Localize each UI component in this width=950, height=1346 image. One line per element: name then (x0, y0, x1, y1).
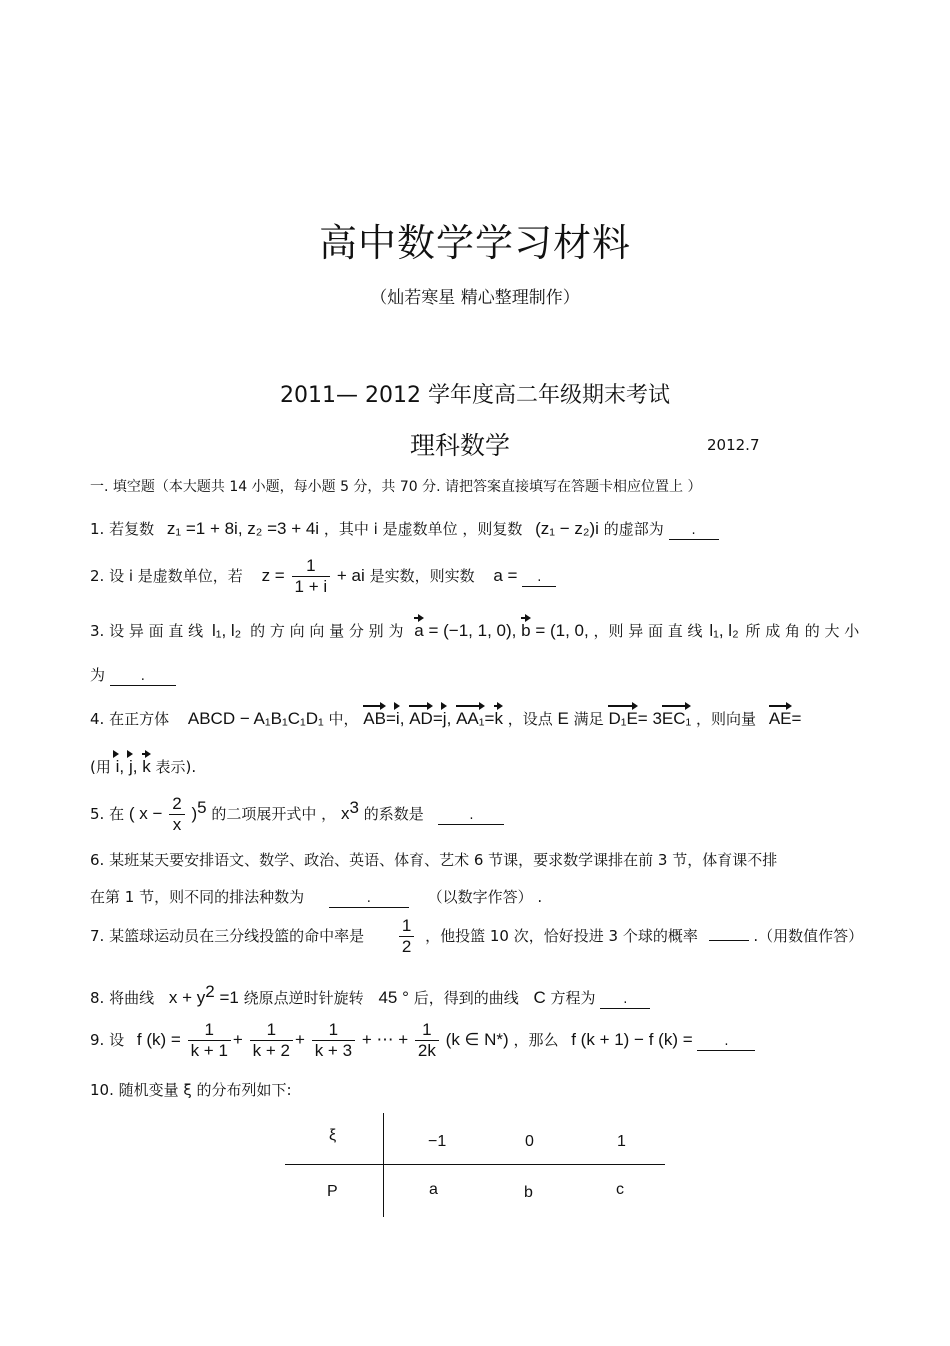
answer-blank[interactable]: . (669, 523, 719, 540)
question-3-line2: 为 . (90, 664, 176, 686)
question-10: 10. 随机变量 ξ 的分布列如下: (90, 1081, 292, 1099)
section-intro: 一. 填空题（本大题共 14 小题，每小题 5 分，共 70 分. 请把答案直接填写在答题卡相应位置上 ） (90, 479, 702, 495)
question-7: 7. 某篮球运动员在三分线投篮的命中率是 $\frac{1}{2}$ ，他投篮 10 次，恰好投进 3 个球的概率 .（用数值作答） (90, 916, 864, 956)
exam-date: 2012.7 (707, 436, 760, 454)
question-8: 8. 将曲线 $x + y^2 =1$ 绕原点逆时针旋转 45 ° 后，得到的曲线 C 方程为 . (90, 982, 650, 1009)
exam-title: 2011— 2012 学年度高二年级期末考试 (280, 383, 670, 408)
table-header-value: 0 (525, 1133, 534, 1150)
page-title: 高中数学学习材料 (318, 221, 631, 265)
page-subtitle: （灿若寒星 精心整理制作） (370, 288, 580, 308)
question-9: 9. 设 f (k) = $\frac{1}{k + 1}$ + $\frac{1}{k + 2}$ + $\frac{1}{k + 3}$ + ⋯ + $\frac{1}{2k}$ (k ∈ N*) ，那么 f (k + 1) − f (k) = . (90, 1020, 755, 1061)
question-4: 4. 在正方体 ABCD − A₁B₁C₁D₁ 中， AB=i, AD=j, AA₁=k ，设点 E 满足 D₁E= 3EC₁ ，则向量 AE= (90, 709, 802, 728)
question-1: 1. 若复数 z₁ =1 + 8i, z₂ =3 + 4i ，其中 i 是虚数单位 ，则复数 (z₁ − z₂)i 的虚部为 . (90, 518, 719, 540)
question-6: 6. 某班某天要安排语文、数学、政治、英语、体育、艺术 6 节课，要求数学课排在前 3 节，体育课不排 (90, 851, 778, 869)
fraction: $\frac{1}{k + 2}$ (250, 1020, 293, 1061)
answer-blank[interactable]: . (329, 891, 409, 908)
question-3: 3. 设 异 面 直 线 l₁, l₂ 的 方 向 向 量 分 别 为 a = (−1, 1, 0), b = (1, 0, ，则 异 面 直 线 l₁, l₂ 所 成 角 的 大 小 (90, 621, 860, 640)
question-6-line2: 在第 1 节，则不同的排法种数为 . （以数字作答） . (90, 888, 543, 906)
table-cell: a (429, 1181, 438, 1198)
answer-blank[interactable]: . (522, 570, 556, 587)
answer-blank[interactable]: . (600, 992, 650, 1009)
distribution-table (285, 1113, 665, 1217)
fraction: $\frac{1}{k + 1}$ (188, 1020, 231, 1061)
fraction: $\frac{1}{k + 3}$ (312, 1020, 355, 1061)
fraction: $\frac{1}{2}$ (399, 916, 414, 957)
table-row-label: P (327, 1183, 338, 1200)
table-cell: c (616, 1181, 624, 1198)
table-cell: b (524, 1184, 533, 1201)
subject-title: 理科数学 (409, 431, 510, 460)
fraction: $\frac{1}{1 + i}$ (292, 556, 331, 597)
fraction: $\frac{1}{2k}$ (415, 1020, 439, 1061)
answer-blank[interactable] (709, 924, 749, 941)
table-rule-vertical (383, 1113, 384, 1217)
answer-blank[interactable]: . (697, 1034, 755, 1051)
answer-blank[interactable]: . (438, 808, 504, 825)
fraction: $\frac{2}{x}$ (169, 794, 184, 835)
table-header-xi: ξ (329, 1127, 337, 1144)
table-rule-horizontal (285, 1164, 665, 1165)
question-5: 5. 在 ( x − $\frac{2}{x}$ )$^5$ 的二项展开式中 ， $x^3$ 的系数是 . (90, 794, 504, 835)
table-header-value: −1 (428, 1133, 447, 1150)
question-4-line2: (用 i, j, k 表示). (90, 757, 197, 776)
answer-blank[interactable]: . (110, 669, 176, 686)
question-2: 2. 设 i 是虚数单位，若 z = $\frac{1}{1 + i}$ + ai 是实数，则实数 a = . (90, 556, 556, 597)
table-header-value: 1 (617, 1133, 626, 1150)
